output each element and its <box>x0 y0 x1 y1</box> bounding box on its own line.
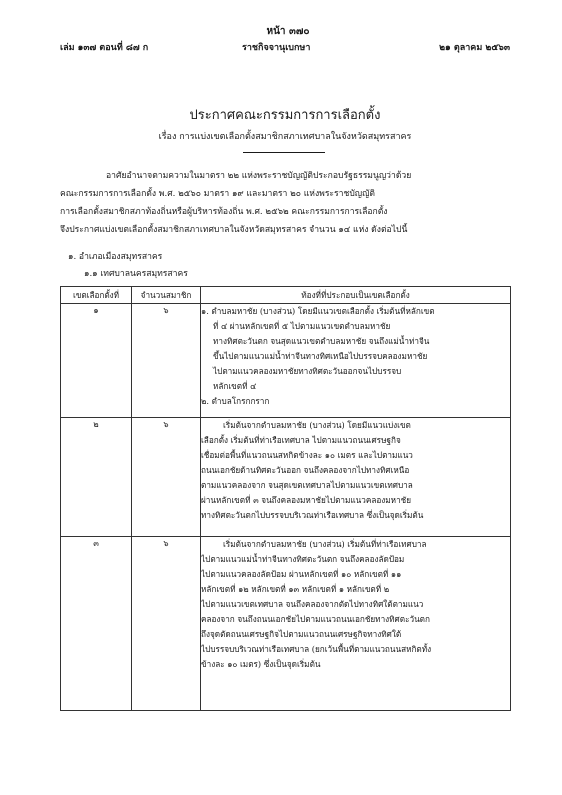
description-line: ตามแนวคลองจาก จนสุดเขตเทศบาลไปตามแนวเขตเทศบาล <box>201 480 413 490</box>
description-line: ไปตามแนวคลองมหาชัยทางทิศตะวันออกจนไปบรรจบ <box>213 366 402 376</box>
table-header-row <box>61 287 511 304</box>
zone-description <box>201 304 511 418</box>
description-line: ผ่านหลักเขตที่ ๓ จนถึงคลองมหาชัยไปตามแนวคลองมหาชัย <box>201 495 412 505</box>
description-line: หลักเขตที่ ๑๒ หลักเขตที่ ๑๓ หลักเขตที่ ๑ หลักเขตที่ ๒ <box>201 584 390 594</box>
description-line: ๑. ตำบลมหาชัย (บางส่วน) โดยมีแนวเขตเลือกตั้ง เริ่มต้นที่หลักเขต <box>201 306 435 316</box>
description-line: ไปตามแนวเขตเทศบาล จนถึงคลองจากตัดไปทางทิศใต้ตามแนว <box>201 599 424 609</box>
description-line: ที่ ๔ ผ่านหลักเขตที่ ๕ ไปตามแนวเขตตำบลมหาชัย <box>213 321 391 331</box>
column-header-area: ท้องที่ที่ประกอบเป็นเขตเลือกตั้ง <box>201 287 511 304</box>
description-line: ไปบรรจบบริเวณท่าเรือเทศบาล (ยกเว้นพื้นที่ตามแนวถนนสหกิตทั้ง <box>201 644 432 654</box>
zone-description <box>201 418 511 537</box>
member-count: ๖ <box>132 304 201 418</box>
description-line: ถึงจุดตัดถนนเศรษฐกิจไปตามแนวถนนเศรษฐกิจทางทิศใต้ <box>201 629 402 639</box>
member-count: ๖ <box>132 418 201 537</box>
table-row <box>61 537 511 711</box>
volume-issue: เล่ม ๑๓๗ ตอนที่ ๘๗ ก <box>60 43 149 53</box>
description-line: หลักเขตที่ ๔ <box>213 381 257 391</box>
document-title: ประกาศคณะกรรมการการเลือกตั้ง <box>189 108 381 123</box>
gazette-name: ราชกิจจานุเบกษา <box>242 43 311 53</box>
description-line: คลองจาก จนถึงถนนเอกชัยไปตามแนวถนนเอกชัยทางทิศตะวันตก <box>201 614 430 624</box>
intro-line: การเลือกตั้งสมาชิกสภาท้องถิ่นหรือผู้บริหารท้องถิ่น พ.ศ. ๒๕๖๒ คณะกรรมการการเลือกตั้ง <box>60 207 388 217</box>
title-divider <box>243 152 325 153</box>
table-row <box>61 418 511 537</box>
column-header-members: จำนวนสมาชิก <box>132 287 201 304</box>
electoral-zone-table <box>60 286 511 711</box>
member-count: ๖ <box>132 537 201 711</box>
page-number: หน้า ๓๗๐ <box>266 26 310 37</box>
gazette-header <box>60 40 510 54</box>
description-line: ทางทิศตะวันตก จนสุดแนวเขตตำบลมหาชัย จนถึงแม่น้ำท่าจีน <box>213 336 430 346</box>
intro-line: จึงประกาศแบ่งเขตเลือกตั้งสมาชิกสภาเทศบาลในจังหวัดสมุทรสาคร จำนวน ๑๔ แห่ง ดังต่อไปนี้ <box>60 225 408 235</box>
description-line: เลือกตั้ง เริ่มต้นที่ท่าเรือเทศบาล ไปตามแนวถนนเศรษฐกิจ <box>201 435 401 445</box>
zone-number: ๓ <box>61 537 132 711</box>
description-line: ไปตามแนวคลองลัดป้อม ผ่านหลักเขตที่ ๑๐ หลักเขตที่ ๑๑ <box>201 569 402 579</box>
document-subject: เรื่อง การแบ่งเขตเลือกตั้งสมาชิกสภาเทศบาลในจังหวัดสมุทรสาคร <box>158 132 412 142</box>
description-line: ทางทิศตะวันตกไปบรรจบบริเวณท่าเรือเทศบาล ซึ่งเป็นจุดเริ่มต้น <box>201 510 424 520</box>
description-line: เริ่มต้นจากตำบลมหาชัย (บางส่วน) โดยมีแนวแบ่งเขต <box>223 420 411 430</box>
column-header-zone: เขตเลือกตั้งที่ <box>61 287 132 304</box>
intro-paragraph <box>60 167 510 239</box>
table-row <box>61 304 511 418</box>
zone-description <box>201 537 511 711</box>
description-line: ไปตามแนวแม่น้ำท่าจีนทางทิศตะวันตก จนถึงคลองลัดป้อม <box>201 554 405 564</box>
subsection-heading: ๑.๑ เทศบาลนครสมุทรสาคร <box>84 269 188 279</box>
publication-date: ๒๑ ตุลาคม ๒๕๖๓ <box>439 43 510 53</box>
zone-number: ๑ <box>61 304 132 418</box>
description-line: เริ่มต้นจากตำบลมหาชัย (บางส่วน) เริ่มต้นที่ท่าเรือเทศบาล <box>223 539 427 549</box>
intro-line: คณะกรรมการการเลือกตั้ง พ.ศ. ๒๕๖๐ มาตรา ๑๙ และมาตรา ๒๐ แห่งพระราชบัญญัติ <box>60 189 376 199</box>
intro-line: อาศัยอำนาจตามความในมาตรา ๒๒ แห่งพระราชบัญญัติประกอบรัฐธรรมนูญว่าด้วย <box>106 171 412 181</box>
description-line: ข้างละ ๑๐ เมตร) ซึ่งเป็นจุดเริ่มต้น <box>201 659 321 669</box>
description-line: ขึ้นไปตามแนวแม่น้ำท่าจีนทางทิศเหนือไปบรรจบคลองมหาชัย <box>213 351 428 361</box>
description-line: เชื่อมต่อพื้นที่แนวถนนสหกิตข้างละ ๑๐ เมตร และไปตามแนว <box>201 450 413 460</box>
zone-number: ๒ <box>61 418 132 537</box>
section-heading: ๑. อำเภอเมืองสมุทรสาคร <box>68 252 163 262</box>
description-line: ถนนเอกชัยด้านทิศตะวันออก จนถึงคลองจากไปทางทิศเหนือ <box>201 465 410 475</box>
description-line: ๒. ตำบลโกรกกราก <box>201 396 270 406</box>
